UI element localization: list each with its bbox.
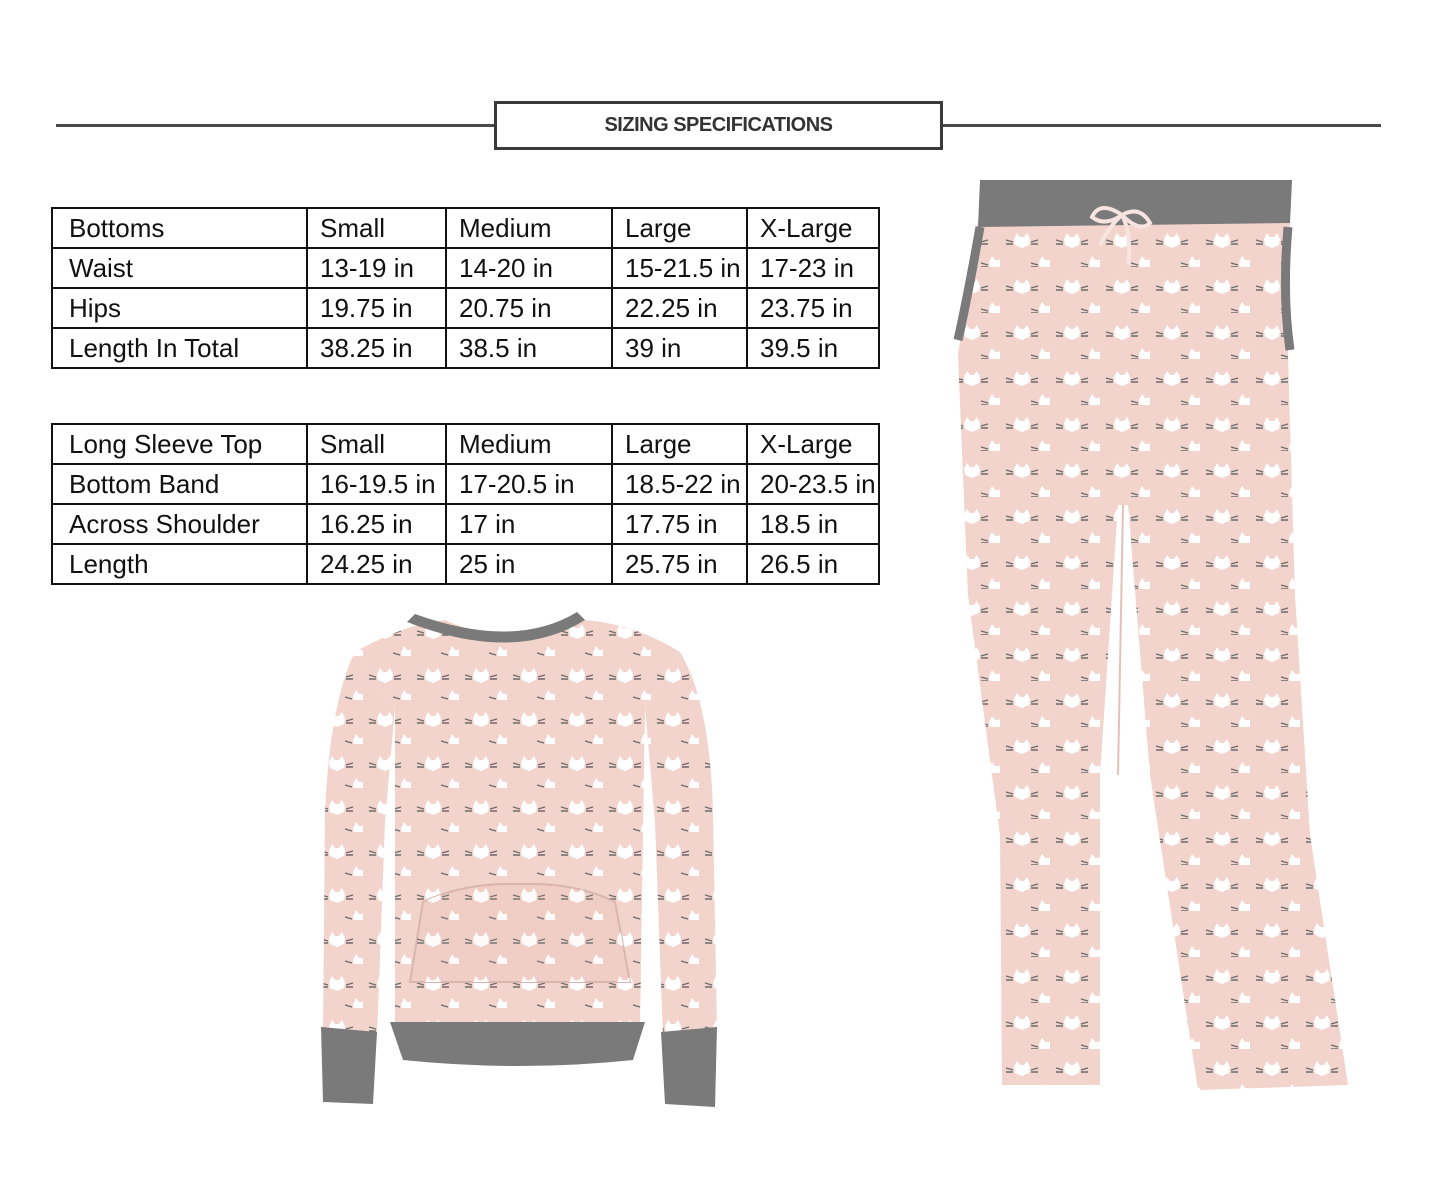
header-cell: Medium [446, 208, 612, 248]
measurement-label: Across Shoulder [52, 504, 307, 544]
size-value: 38.25 in [307, 328, 446, 368]
size-value: 25.75 in [612, 544, 747, 584]
size-value: 25 in [446, 544, 612, 584]
size-value: 24.25 in [307, 544, 446, 584]
header-cell: X-Large [747, 424, 879, 464]
header-cell: Long Sleeve Top [52, 424, 307, 464]
header-cell: Large [612, 208, 747, 248]
divider-right [940, 124, 1381, 127]
size-value: 16.25 in [307, 504, 446, 544]
bottoms-header-row [52, 208, 879, 248]
measurement-label: Bottom Band [52, 464, 307, 504]
measurement-label: Length [52, 544, 307, 584]
top-row [52, 504, 879, 544]
header-cell: Small [307, 208, 446, 248]
bottoms-row [52, 328, 879, 368]
size-value: 26.5 in [747, 544, 879, 584]
header-cell: Bottoms [52, 208, 307, 248]
measurement-label: Waist [52, 248, 307, 288]
pajama-pants-image [950, 175, 1355, 1090]
long-sleeve-top-image [315, 612, 725, 1112]
size-value: 39.5 in [747, 328, 879, 368]
size-value: 14-20 in [446, 248, 612, 288]
size-value: 20-23.5 in [747, 464, 879, 504]
top-row [52, 544, 879, 584]
size-value: 17-23 in [747, 248, 879, 288]
size-value: 17-20.5 in [446, 464, 612, 504]
size-value: 18.5-22 in [612, 464, 747, 504]
header-cell: X-Large [747, 208, 879, 248]
size-value: 13-19 in [307, 248, 446, 288]
measurement-label: Hips [52, 288, 307, 328]
size-value: 39 in [612, 328, 747, 368]
bottoms-row [52, 248, 879, 288]
divider-left [56, 124, 496, 127]
top-header-row [52, 424, 879, 464]
size-value: 20.75 in [446, 288, 612, 328]
size-value: 15-21.5 in [612, 248, 747, 288]
header-cell: Medium [446, 424, 612, 464]
section-title-box [494, 101, 943, 150]
top-row [52, 464, 879, 504]
size-value: 38.5 in [446, 328, 612, 368]
size-value: 17 in [446, 504, 612, 544]
size-value: 23.75 in [747, 288, 879, 328]
size-value: 16-19.5 in [307, 464, 446, 504]
size-value: 18.5 in [747, 504, 879, 544]
size-value: 19.75 in [307, 288, 446, 328]
header-cell: Large [612, 424, 747, 464]
measurement-label: Length In Total [52, 328, 307, 368]
size-value: 22.25 in [612, 288, 747, 328]
bottoms-row [52, 288, 879, 328]
section-title: SIZING SPECIFICATIONS [604, 114, 833, 136]
header-cell: Small [307, 424, 446, 464]
bottoms-size-table [51, 207, 880, 369]
size-value: 17.75 in [612, 504, 747, 544]
top-size-table [51, 423, 880, 585]
